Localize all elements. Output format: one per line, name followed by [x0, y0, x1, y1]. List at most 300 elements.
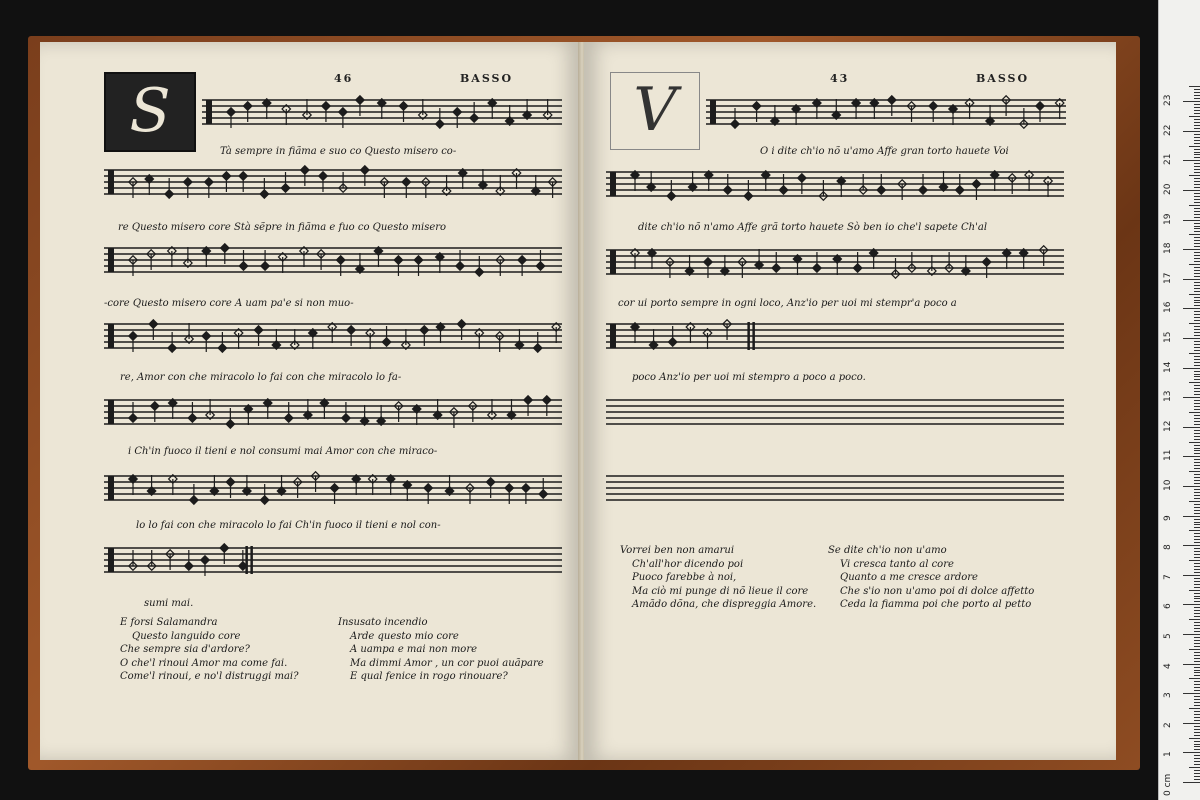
ruler-tick — [1194, 258, 1200, 259]
lyric-line: i Ch'in fuoco il tieni e nol consumi mai Amor con che miraco- — [128, 446, 438, 457]
ruler-tick — [1194, 465, 1200, 466]
ruler-tick — [1194, 237, 1200, 238]
ruler-tick — [1194, 628, 1200, 629]
music-staff — [104, 164, 562, 206]
ruler-tick — [1194, 448, 1200, 449]
ruler-tick — [1194, 720, 1200, 721]
ruler-tick — [1189, 323, 1200, 324]
ruler-tick — [1194, 631, 1200, 632]
verse-line: Come'l rinoui, e no'l distruggi mai? — [120, 671, 299, 682]
ruler-tick — [1194, 107, 1200, 108]
ruler-tick — [1194, 539, 1200, 540]
clef-mark — [108, 324, 114, 348]
ruler-label: 9 — [1163, 514, 1173, 521]
ruler-tick — [1194, 498, 1200, 499]
ruler-label: 0 cm — [1163, 773, 1173, 796]
final-barline — [250, 546, 253, 574]
ruler-label: 8 — [1163, 544, 1173, 551]
ruler-tick — [1194, 391, 1200, 392]
ruler-tick — [1194, 522, 1200, 523]
ruler-tick — [1194, 217, 1200, 218]
ruler-tick — [1194, 255, 1200, 256]
ruler-tick — [1194, 320, 1200, 321]
lyric-line: lo lo fai con che miracolo lo fai Ch'in fuoco il tieni e nol con- — [136, 520, 441, 531]
part-name: BASSO — [976, 72, 1030, 85]
ruler-tick — [1194, 581, 1200, 582]
ruler-tick — [1189, 767, 1200, 768]
ruler-label: 20 — [1163, 183, 1173, 195]
ruler-tick — [1194, 211, 1200, 212]
ruler-tick — [1194, 166, 1200, 167]
ruler-tick — [1194, 92, 1200, 93]
verse-line: Ma ciò mi punge di nõ lieue il core — [632, 585, 809, 597]
ruler-tick — [1194, 300, 1200, 301]
staff-svg — [202, 94, 562, 136]
ruler-tick — [1194, 453, 1200, 454]
ruler-tick — [1194, 335, 1200, 336]
ruler-tick — [1183, 397, 1200, 398]
ruler-tick — [1194, 533, 1200, 534]
final-barline — [747, 322, 750, 350]
ruler-tick — [1194, 128, 1200, 129]
music-staff-final — [104, 542, 562, 584]
ruler-tick — [1194, 681, 1200, 682]
ruler-tick — [1194, 554, 1200, 555]
ruler-tick — [1194, 297, 1200, 298]
ruler-tick — [1194, 317, 1200, 318]
ruler-tick — [1183, 752, 1200, 753]
lyric-line: O i dite ch'io nõ u'amo Affe gran torto hauete Voi — [760, 146, 1009, 157]
ruler-tick — [1194, 152, 1200, 153]
ruler-tick — [1194, 332, 1200, 333]
ruler-tick — [1194, 415, 1200, 416]
verse-column-2 — [338, 616, 544, 684]
ruler-tick — [1194, 566, 1200, 567]
ruler-label: 13 — [1163, 390, 1173, 403]
ruler-tick — [1194, 436, 1200, 437]
ruler-tick — [1194, 658, 1200, 659]
ruler-tick — [1194, 489, 1200, 490]
ruler-tick — [1194, 598, 1200, 599]
ruler-tick — [1189, 86, 1200, 87]
ruler-tick — [1194, 326, 1200, 327]
empty-staff — [606, 394, 1064, 436]
clef-mark — [108, 476, 114, 500]
ruler-tick — [1194, 282, 1200, 283]
ruler-tick — [1189, 590, 1200, 591]
left-page — [40, 42, 580, 760]
decorated-initial — [104, 72, 196, 152]
ruler-tick — [1194, 527, 1200, 528]
ruler-tick — [1194, 702, 1200, 703]
verse-line: Che s'io non u'amo poi di dolce affetto — [840, 585, 1035, 597]
lyric-line: dite ch'io nõ n'amo Affe grã torto hauete Sò ben io che'l sapete Ch'al — [638, 222, 988, 233]
ruler-tick — [1194, 507, 1200, 508]
music-staff — [706, 94, 1066, 136]
ruler-tick — [1194, 637, 1200, 638]
clef-mark — [610, 172, 616, 196]
ruler-tick — [1194, 193, 1200, 194]
ruler-tick — [1194, 584, 1200, 585]
ruler-tick — [1183, 368, 1200, 369]
ruler-tick — [1194, 359, 1200, 360]
verse-line: Quanto a me cresce ardore — [840, 572, 978, 583]
ruler-tick — [1194, 462, 1200, 463]
verse-line: Vorrei ben non amarui — [620, 545, 735, 556]
ruler-tick — [1183, 516, 1200, 517]
ruler-tick — [1183, 575, 1200, 576]
ruler-tick — [1189, 234, 1200, 235]
ruler-tick — [1194, 291, 1200, 292]
ruler-tick — [1194, 513, 1200, 514]
ruler-tick — [1194, 675, 1200, 676]
ruler-tick — [1183, 634, 1200, 635]
ruler-tick — [1194, 548, 1200, 549]
ruler-tick — [1189, 471, 1200, 472]
ruler-tick — [1194, 536, 1200, 537]
ruler-label: 17 — [1163, 272, 1173, 284]
ruler-tick — [1194, 350, 1200, 351]
ruler-tick — [1194, 616, 1200, 617]
clef-mark — [610, 324, 616, 348]
ruler-tick — [1194, 764, 1200, 765]
verse-line: A uampa e mai non more — [350, 644, 478, 655]
ruler-tick — [1183, 545, 1200, 546]
ruler-tick — [1194, 288, 1200, 289]
ruler-tick — [1194, 714, 1200, 715]
ruler-label: 12 — [1163, 420, 1173, 432]
ruler-tick — [1183, 160, 1200, 161]
ruler-tick — [1194, 394, 1200, 395]
ruler-tick — [1189, 382, 1200, 383]
ruler-tick — [1194, 729, 1200, 730]
ruler-tick — [1189, 738, 1200, 739]
music-staff-final — [606, 318, 1064, 360]
ruler-tick — [1194, 655, 1200, 656]
ruler-tick — [1194, 341, 1200, 342]
ruler-tick — [1194, 652, 1200, 653]
ruler-tick — [1194, 625, 1200, 626]
verse-line: Ceda la fiamma poi che porto al petto — [840, 599, 1032, 610]
ruler-tick — [1194, 228, 1200, 229]
ruler-tick — [1194, 646, 1200, 647]
ruler-label: 16 — [1163, 301, 1173, 314]
ruler-label: 18 — [1163, 242, 1173, 255]
ruler-tick — [1194, 439, 1200, 440]
ruler-tick — [1183, 723, 1200, 724]
ruler-tick — [1194, 613, 1200, 614]
ruler-tick — [1194, 231, 1200, 232]
page-number: 46 — [334, 72, 354, 85]
ruler-tick — [1194, 208, 1200, 209]
ruler-tick — [1194, 356, 1200, 357]
ruler-tick — [1194, 223, 1200, 224]
ruler-tick — [1194, 593, 1200, 594]
ruler-tick — [1183, 279, 1200, 280]
verse-line: Puoco farebbe à noi, — [632, 572, 737, 583]
ruler-tick — [1194, 184, 1200, 185]
ruler-label: 1 — [1163, 751, 1173, 758]
ruler-tick — [1194, 610, 1200, 611]
ruler-tick — [1194, 480, 1200, 481]
ruler-tick — [1194, 643, 1200, 644]
ruler-tick — [1194, 409, 1200, 410]
verse-line: Ma dimmi Amor , un cor puoi auãpare — [350, 657, 544, 669]
music-staff — [606, 166, 1064, 208]
ruler-tick — [1194, 276, 1200, 277]
ruler-tick — [1183, 190, 1200, 191]
ruler-tick — [1194, 735, 1200, 736]
music-staff — [104, 242, 562, 284]
ruler-tick — [1194, 403, 1200, 404]
verse-line: Amãdo dõna, che dispreggia Amore. — [632, 599, 817, 610]
ruler-tick — [1194, 374, 1200, 375]
ruler-tick — [1194, 761, 1200, 762]
ruler-tick — [1194, 495, 1200, 496]
clef-mark — [206, 100, 212, 124]
ruler-tick — [1194, 672, 1200, 673]
ruler-tick — [1194, 400, 1200, 401]
ruler-tick — [1183, 782, 1200, 783]
lyric-line: poco Anz'io per uoi mi stempro a poco a poco. — [632, 372, 866, 383]
ruler-tick — [1194, 119, 1200, 120]
ruler-tick — [1189, 649, 1200, 650]
music-staff — [202, 94, 562, 136]
ruler-tick — [1194, 749, 1200, 750]
ruler-tick — [1194, 314, 1200, 315]
lyric-line: cor ui porto sempre in ogni loco, Anz'io per uoi mi stempr'a poco a — [618, 298, 957, 309]
clef-mark — [710, 100, 716, 124]
verse-line: E forsi Salamandra — [120, 617, 218, 628]
ruler-tick — [1194, 169, 1200, 170]
ruler-tick — [1194, 690, 1200, 691]
ruler-tick — [1194, 433, 1200, 434]
decorated-initial — [610, 72, 700, 150]
ruler-tick — [1183, 249, 1200, 250]
lyric-line: re Questo misero core Stà sẽpre in fiãma e fuo co Questo misero — [118, 222, 447, 233]
ruler-tick — [1194, 755, 1200, 756]
ruler-tick — [1189, 146, 1200, 147]
ruler-label: 10 — [1163, 479, 1173, 491]
ruler-tick — [1194, 711, 1200, 712]
ruler-tick — [1194, 726, 1200, 727]
ruler-label: 19 — [1163, 213, 1173, 225]
verse-line: Se dite ch'io non u'amo — [828, 545, 947, 556]
verse-column-2 — [828, 544, 1034, 612]
ruler-tick — [1194, 143, 1200, 144]
ruler-tick — [1194, 572, 1200, 573]
ruler-tick — [1194, 705, 1200, 706]
ruler-tick — [1194, 379, 1200, 380]
verse-line: Insusato incendio — [338, 617, 428, 628]
ruler-tick — [1183, 486, 1200, 487]
music-staff — [606, 244, 1064, 286]
ruler-tick — [1194, 196, 1200, 197]
music-staff — [104, 470, 562, 512]
ruler-tick — [1194, 226, 1200, 227]
ruler-tick — [1194, 424, 1200, 425]
ruler-tick — [1194, 214, 1200, 215]
ruler-label: 23 — [1163, 94, 1173, 107]
ruler-tick — [1183, 101, 1200, 102]
ruler-tick — [1194, 311, 1200, 312]
ruler-label: 14 — [1163, 361, 1173, 373]
verse-line: Arde questo mio core — [350, 630, 459, 642]
ruler-tick — [1194, 741, 1200, 742]
ruler-tick — [1194, 365, 1200, 366]
final-barline — [752, 322, 755, 350]
ruler-label: 11 — [1163, 449, 1173, 462]
ruler-tick — [1194, 388, 1200, 389]
part-name: BASSO — [460, 72, 514, 85]
ruler-tick — [1194, 622, 1200, 623]
ruler-tick — [1189, 353, 1200, 354]
lyric-line: sumi mai. — [144, 598, 194, 609]
ruler-tick — [1189, 264, 1200, 265]
ruler-tick — [1194, 758, 1200, 759]
ruler-tick — [1194, 385, 1200, 386]
ruler-tick — [1194, 421, 1200, 422]
ruler-tick — [1194, 371, 1200, 372]
ruler-label: 2 — [1163, 722, 1173, 728]
ruler-label: 22 — [1163, 124, 1173, 136]
ruler-tick — [1194, 661, 1200, 662]
ruler-tick — [1183, 427, 1200, 428]
ruler-tick — [1189, 294, 1200, 295]
ruler-tick — [1194, 717, 1200, 718]
ruler-tick — [1194, 181, 1200, 182]
ruler-tick — [1194, 477, 1200, 478]
ruler-tick — [1194, 596, 1200, 597]
ruler-tick — [1194, 746, 1200, 747]
page-number: 43 — [830, 72, 850, 85]
ruler-tick — [1194, 450, 1200, 451]
ruler-label: 21 — [1163, 153, 1173, 166]
ruler-tick — [1194, 125, 1200, 126]
ruler-tick — [1194, 569, 1200, 570]
ruler-tick — [1183, 664, 1200, 665]
ruler-tick — [1189, 619, 1200, 620]
clef-mark — [108, 248, 114, 272]
right-page — [584, 42, 1116, 760]
ruler-tick — [1194, 157, 1200, 158]
ruler-label: 3 — [1163, 692, 1173, 699]
verse-column-1 — [120, 616, 298, 684]
ruler-tick — [1194, 551, 1200, 552]
ruler-tick — [1194, 699, 1200, 700]
ruler-tick — [1189, 412, 1200, 413]
ruler-tick — [1194, 524, 1200, 525]
clef-mark — [610, 250, 616, 274]
ruler-tick — [1194, 243, 1200, 244]
ruler-tick — [1194, 344, 1200, 345]
ruler-tick — [1194, 684, 1200, 685]
verse-line: Vi cresca tanto al core — [840, 558, 954, 570]
ruler-tick — [1194, 445, 1200, 446]
ruler-tick — [1194, 504, 1200, 505]
ruler-tick — [1183, 308, 1200, 309]
verse-line: E qual fenice in rogo rinouare? — [350, 671, 508, 682]
lyric-line: -core Questo misero core A uam pa'e si non muo- — [104, 298, 354, 309]
ruler-tick — [1194, 252, 1200, 253]
lyric-line: re, Amor con che miracolo lo fai con che miracolo lo fa- — [120, 372, 402, 383]
lyric-line: Tà sempre in fiãma e suo co Questo misero co- — [220, 146, 457, 157]
ruler-tick — [1194, 519, 1200, 520]
ruler-tick — [1194, 270, 1200, 271]
ruler-tick — [1194, 240, 1200, 241]
ruler-tick — [1194, 199, 1200, 200]
ruler-tick — [1194, 542, 1200, 543]
ruler-tick — [1183, 604, 1200, 605]
ruler-tick — [1194, 163, 1200, 164]
ruler-tick — [1194, 732, 1200, 733]
ruler-tick — [1194, 687, 1200, 688]
ruler-label: 4 — [1163, 662, 1173, 669]
ruler-tick — [1189, 175, 1200, 176]
ruler-tick — [1194, 122, 1200, 123]
ruler-tick — [1189, 530, 1200, 531]
ruler-tick — [1194, 172, 1200, 173]
ruler-tick — [1183, 338, 1200, 339]
ruler-tick — [1194, 474, 1200, 475]
ruler-tick — [1194, 95, 1200, 96]
ruler-tick — [1183, 131, 1200, 132]
ruler-tick — [1194, 468, 1200, 469]
ruler-tick — [1194, 302, 1200, 303]
ruler-tick — [1189, 560, 1200, 561]
ruler-tick — [1194, 670, 1200, 671]
verse-column-1 — [620, 544, 816, 612]
ruler-tick — [1194, 492, 1200, 493]
ruler-tick — [1183, 693, 1200, 694]
clef-mark — [108, 548, 114, 572]
initial-letter: S — [129, 76, 171, 146]
ruler-tick — [1189, 678, 1200, 679]
verse-line: O che'l rinoui Amor ma come fai. — [120, 657, 288, 669]
ruler-tick — [1194, 329, 1200, 330]
ruler-tick — [1194, 459, 1200, 460]
ruler-label: 6 — [1163, 603, 1173, 610]
ruler-tick — [1194, 104, 1200, 105]
ruler-tick — [1189, 501, 1200, 502]
ruler-tick — [1194, 362, 1200, 363]
ruler-tick — [1194, 430, 1200, 431]
ruler-tick — [1189, 116, 1200, 117]
ruler-tick — [1194, 483, 1200, 484]
ruler-tick — [1194, 246, 1200, 247]
ruler-tick — [1183, 456, 1200, 457]
ruler-tick — [1194, 418, 1200, 419]
empty-staff — [606, 470, 1064, 512]
ruler-tick — [1194, 776, 1200, 777]
ruler-tick — [1194, 406, 1200, 407]
ruler-label: 5 — [1163, 633, 1173, 639]
ruler-tick — [1194, 744, 1200, 745]
ruler-tick — [1189, 708, 1200, 709]
ruler-tick — [1194, 607, 1200, 608]
ruler-tick — [1194, 98, 1200, 99]
ruler-tick — [1194, 110, 1200, 111]
verse-line: Ch'all'hor dicendo poi — [632, 558, 744, 570]
ruler-tick — [1194, 261, 1200, 262]
ruler-tick — [1194, 640, 1200, 641]
ruler-tick — [1194, 178, 1200, 179]
ruler-tick — [1194, 273, 1200, 274]
ruler-tick — [1194, 601, 1200, 602]
ruler-tick — [1189, 205, 1200, 206]
final-barline — [245, 546, 248, 574]
ruler-tick — [1194, 137, 1200, 138]
